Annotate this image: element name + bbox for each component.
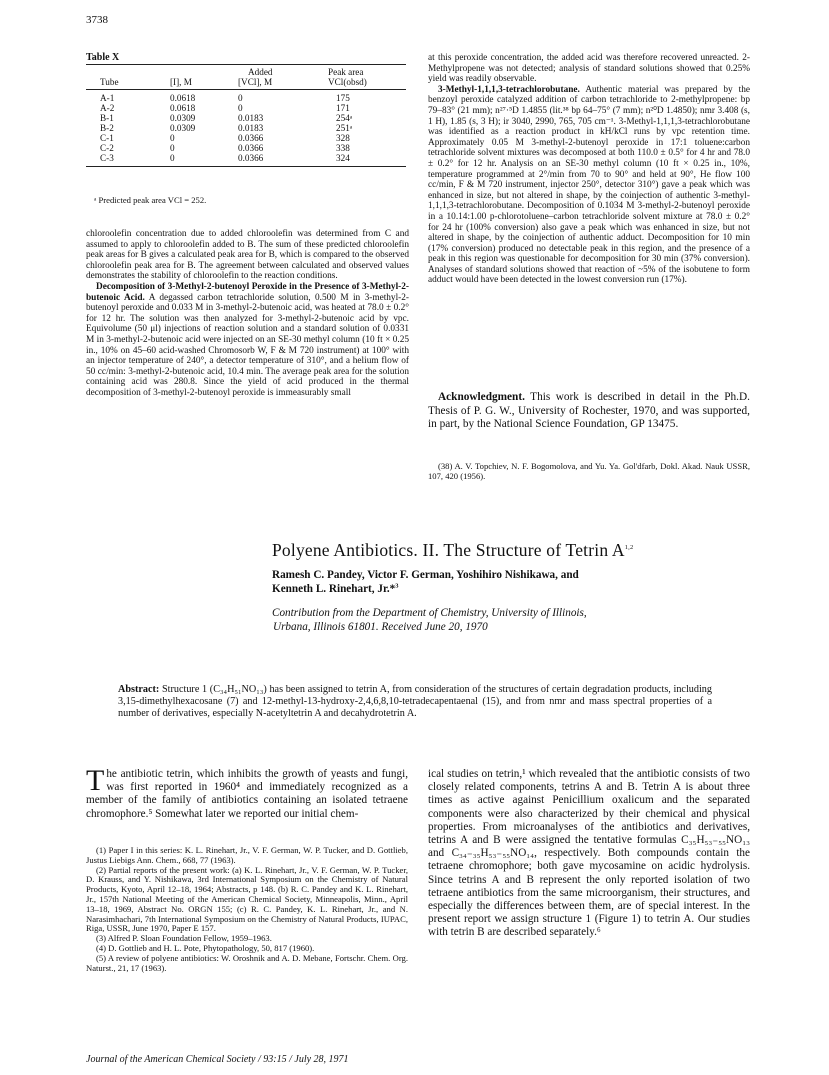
table-cell: B-1	[100, 113, 114, 123]
table-cell: 338	[336, 143, 350, 153]
table-cell: 0	[170, 133, 175, 143]
data-table	[86, 64, 406, 167]
table-row	[86, 90, 406, 104]
table-cell: B-2	[100, 123, 114, 133]
table-cell: 328	[336, 133, 350, 143]
left-paragraph-1: chloroolefin concentration due to added chloroolefin was determined from C and assumed to apply to chloroolefin added to B. The sum of these predicted chloroolefin peak areas for B gives a calculated peak area for B, which is compared to the observed chloroolefin peak area for B. The agreement between calculated and observed values demonstrates the stability of chloroolefin to the reaction conditions.	[86, 229, 409, 282]
table-cell: 254ᵃ	[336, 113, 353, 123]
table-cell: 0.0618	[170, 93, 196, 103]
footnote: (5) A review of polyene antibiotics: W. Oroshnik and A. D. Mebane, Fortschr. Chem. Org. Naturst., 21, 17 (1963).	[86, 952, 408, 973]
footnote: (2) Partial reports of the present work: (a) K. L. Rinehart, Jr., V. F. German, W. P. Tucker, D. Krauss, and Y. Nishikawa, 3rd International Symposium on the Chemistry of Natural Products, Kyoto, April 12–18, 1964; Abstracts, p 148. (b) R. C. Pandey and K. L. Rinehart, Jr., 157th National Meeting of the American Chemical Society, Minneapolis, Minn., April 13–18, 1969, Abstract No. ORGN 155; (c) R. C. Pandey, K. L. Rinehart, Jr., and N. Narasimhachari, 7th International Symposium on the Chemistry of Natural Products, IUPAC, Riga, USSR, June 1970, Paper E 157.	[86, 864, 408, 934]
table-cell: 0.0618	[170, 103, 196, 113]
col-tube: Tube	[100, 77, 119, 87]
table-cell: A-2	[100, 103, 115, 113]
table-cell: A-1	[100, 93, 115, 103]
col-peak: Peak area VCl(obsd)	[328, 67, 367, 87]
table-cell: C-3	[100, 153, 114, 163]
right-paragraph-2: 3-Methyl-1,1,1,3-tetrachlorobutane. Authentic material was prepared by the benzoyl peroxide catalyzed addition of carbon tetrachloride to 2-methylpropene: bp 79–83° (21 mm); n²⁷·⁵D 1.4855 (lit.³⁸ bp 64–75° (7 mm); n²⁰D 1.4850); nmr 3.408 (s, 1 H), 1.85 (s, 3 H); ir 3040, 2990, 765, 705 cm⁻¹. 3-Methyl-1,1,1,3-tetrachlorobutane was identified as a reaction product in kH/kCl runs by vpc retention time. Approximately 0.05 M 3-methyl-2-butenoyl peroxide in 17:1 toluene:carbon tetrachloride solvent mixtures was decomposed at both 110.0 ± 0.5° for 4 hr and 78.0 ± 0.2° for 12 hr. Analysis on an SE-30 methyl column (10 ft × 0.25 in., 10%, temperature programmed at 2°/min from 70 to 90° and held at 90°, He flow 100 cc/min, F & M 720 instrument, injector 250°, detector 310°) gave a peak which was enhanced in size, but not altered in shape, by the coinjection of authentic 3-methyl-1,1,1,3-tetrachlorobutane. Decomposition of 0.1034 M 3-methyl-2-butenoyl peroxide in a 10.14:1.00 p-chlorotoluene–carbon tetrachloride solvent mixture at 78.0 ± 0.2° for 24 hr (100% conversion) also gave a peak which was enhanced in size, but not altered in shape, by the coinjection of authentic adduct. Decomposition for 10 min (17% conversion) produced no detectable peak in this region, and the presence of a peak in this region was questionable for decomposition for 30 min (37% conversion). Analyses of standard solutions showed that reaction of ~5% of the isobutene to form adduct would have been detected in the lowest conversion run (17%).	[428, 84, 750, 286]
table-row	[86, 103, 406, 113]
footnote: (3) Alfred P. Sloan Foundation Fellow, 1959–1963.	[96, 933, 272, 944]
table-cell: C-1	[100, 133, 114, 143]
page-number: 3738	[86, 14, 108, 26]
footnotes	[86, 846, 408, 973]
table-row	[86, 133, 406, 143]
table-cell: 251ᵃ	[336, 123, 353, 133]
authors: Ramesh C. Pandey, Victor F. German, Yoshihiro Nishikawa, and Kenneth L. Rinehart, Jr.*$^3$	[272, 569, 579, 595]
left-column	[86, 229, 409, 399]
table-cell: 0	[238, 93, 243, 103]
table-row	[86, 123, 406, 133]
table-cell: 0	[170, 143, 175, 153]
table-cell: 0.0366	[238, 133, 264, 143]
article-title: Polyene Antibiotics. II. The Structure of Tetrin A$^{1,2}$	[272, 540, 634, 560]
table-cell: 0.0183	[238, 123, 264, 133]
table-title: Table X	[86, 52, 120, 63]
table-cell: 324	[336, 153, 350, 163]
table-cell: 0.0309	[170, 123, 196, 133]
table-footnote: ᵃ Predicted peak area VCl = 252.	[94, 195, 207, 205]
journal-line: Journal of the American Chemical Society / 93:15 / July 28, 1971	[86, 1054, 349, 1065]
right-paragraph-1: at this peroxide concentration, the added acid was therefore recovered unreacted. 2-Methylpropene was not detected; analysis of standard solutions showed that 0.25% yield was readily observable.	[428, 53, 750, 85]
table-cell: 171	[336, 103, 350, 113]
table-cell: 0	[238, 103, 243, 113]
right-column	[428, 53, 750, 286]
intro-left: The antibiotic tetrin, which inhibits the growth of yeasts and fungi, was first reported in 1960⁴ and immediately recognized as a member of the family of antibiotics containing an isolated tetraene chromophore.⁵ Somewhat later we reported our initial chem-	[86, 764, 408, 820]
footnote: (1) Paper I in this series: K. L. Rinehart, Jr., V. F. German, W. P. Tucker, and D. Gottlieb, Justus Liebigs Ann. Chem., 668, 77 (1963).	[86, 845, 408, 865]
abstract: Abstract: Structure 1 (C₃₄H₅₁NO₁₃) has been assigned to tetrin A, from consideration of the structures of certain degradation products, including 3,15-dimethylhexacosane (7) and 12-methyl-13-hydroxy-2,4,6,8,10-tetradecapentaenal (15), and from nmr and mass spectral properties of a number of derivatives, especially N-acetyltetrin A and decahydrotetrin A.	[118, 684, 712, 720]
intro-right: ical studies on tetrin,¹ which revealed that the antibiotic consists of two closely related components, tetrins A and B. Tetrin A is about three times as active against Penicillium oxalicum and the separated components were also characterized by their chemical and physical properties. From microanalyses of the antibiotics and derivatives, tetrins A and B were assigned the tentative formulas C₃₅H₅₃₋₅₅NO₁₃ and C₃₄₋₃₅H₅₃₋₅₅NO₁₄, respectively. Both compounds contain the tetraene chromophore; both gave mycosamine on acidic hydrolysis. Since tetrins A and B represent the only reported isolation of two tetraene antibiotics from the same microorganism, their structures, and especially the differences between them, are of special interest. In the present report we assign structure 1 (Figure 1) to tetrin A. Our studies with tetrin B are described separately.⁶	[428, 768, 750, 939]
table-cell: 175	[336, 93, 350, 103]
table-cell: 0.0366	[238, 153, 264, 163]
table-row	[86, 153, 406, 167]
table-cell: C-2	[100, 143, 114, 153]
reference-38: (38) A. V. Topchiev, N. F. Bogomolova, and Yu. Ya. Gol'dfarb, Dokl. Akad. Nauk USSR, 107, 420 (1956).	[428, 461, 750, 481]
table-cell: 0.0183	[238, 113, 264, 123]
table-cell: 0.0366	[238, 143, 264, 153]
table-header-row	[86, 65, 406, 90]
table-cell: 0	[170, 153, 175, 163]
table-row	[86, 113, 406, 123]
footnote: (4) D. Gottlieb and H. L. Pote, Phytopathology, 50, 817 (1960).	[96, 942, 315, 953]
table-row	[86, 143, 406, 153]
contribution: Contribution from the Department of Chemistry, University of Illinois, Urbana, Illinois 61801. Received June 20, 1970	[272, 607, 587, 633]
drop-cap: T	[86, 764, 105, 797]
table-cell: 0.0309	[170, 113, 196, 123]
col-added: Added [VCl], M	[238, 67, 273, 87]
col-i: [I], M	[170, 77, 192, 87]
left-paragraph-2: Decomposition of 3-Methyl-2-butenoyl Peroxide in the Presence of 3-Methyl-2-butenoic Acid. A degassed carbon tetrachloride solution, 0.500 M in 3-methyl-2-butenoyl peroxide and 0.033 M in 3-methyl-2-butenoic acid, was heated at 78.0 ± 0.2° for 12 hr. The solution was then analyzed for 3-methyl-2-butenoic acid by vpc. Equivolume (50 μl) injections of reaction solution and a standard solution of 0.0331 M in 3-methyl-2-butenoic acid were injected on an SE-30 methyl column (10 ft × 0.25 in., 10% on 45–60 acid-washed Chromosorb W, F & M 720 instrument) at 100° with an injector temperature of 240°, a detector temperature of 310°, and a helium flow of 50 cc/min: 3-methyl-2-butenoic acid, 10.4 min. The average peak area for the solution containing acid was 280.8. Since the yield of acid produced in the thermal decomposition of 3-methyl-2-butenoyl peroxide is immeasurably small	[86, 281, 409, 398]
acknowledgment: Acknowledgment. This work is described in detail in the Ph.D. Thesis of P. G. W., University of Rochester, 1970, and was supported, in part, by the National Science Foundation, GP 13475.	[428, 391, 750, 430]
